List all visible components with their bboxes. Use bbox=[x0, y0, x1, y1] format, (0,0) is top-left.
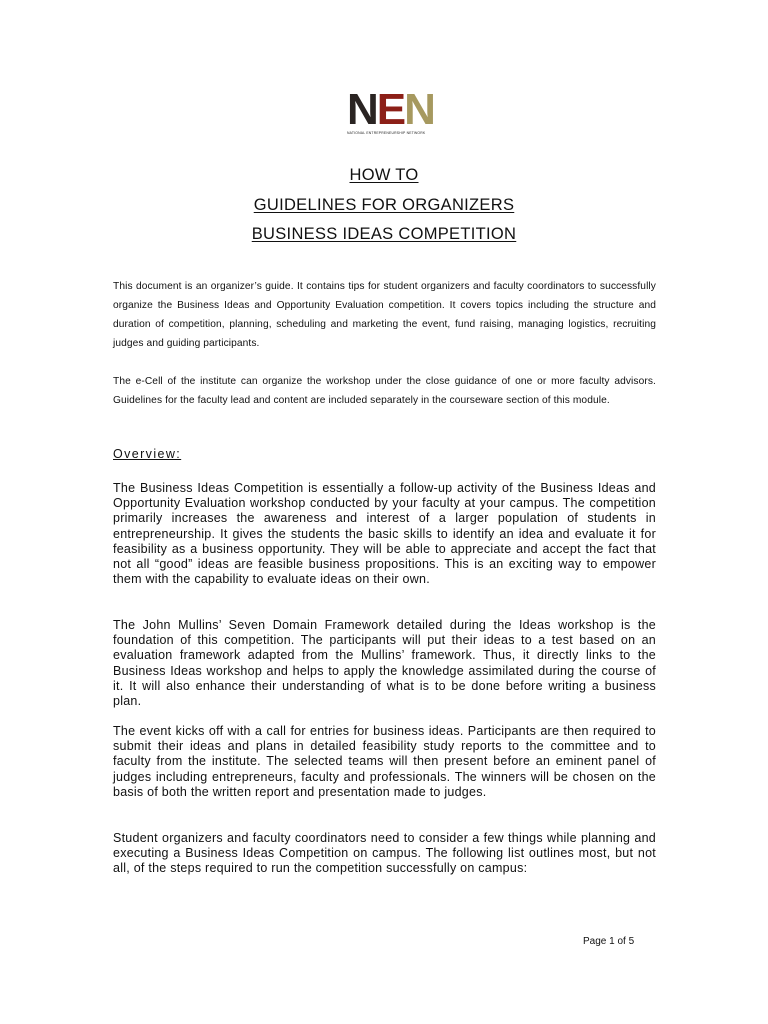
intro-paragraph-2: The e-Cell of the institute can organize the workshop under the close guidance of one or more faculty advisors. Guidelines for the faculty lead and content are included separately in the courseware section of this module. bbox=[113, 376, 656, 406]
intro-paragraph-1: This document is an organizer’s guide. It contains tips for student organizers and faculty coordinators to successfully organize the Business Ideas and Opportunity Evaluation competition. It covers topics including the structure and duration of competition, planning, scheduling and marketing the event, fund raising, managing logistics, recruiting judges and guiding participants. bbox=[113, 281, 656, 349]
title-how-to: HOW TO bbox=[349, 166, 419, 184]
title-guidelines: GUIDELINES FOR ORGANIZERS bbox=[253, 196, 515, 214]
logo-letter-n2: N bbox=[404, 85, 434, 134]
body-paragraph-1: The Business Ideas Competition is essentially a follow-up activity of the Business Ideas and Opportunity Evaluation workshop conducted by your faculty at your campus. The competition primarily increases the awareness and interest of a larger population of students in entrepreneurship. It gives the students the basic skills to identify an idea and evaluate it for feasibility as a business opportunity. They will be able to appreciate and accept the fact that not all “good” ideas are feasible business propositions. This is an exciting way to empower them with the capability to evaluate ideas on their own. bbox=[113, 481, 656, 587]
logo-subtitle: NATIONAL ENTREPRENEURSHIP NETWORK bbox=[347, 131, 426, 135]
logo-letter-e: E bbox=[376, 85, 405, 134]
page-number: Page 1 of 5 bbox=[583, 936, 635, 947]
body-paragraph-3: The event kicks off with a call for entries for business ideas. Participants are then required to submit their ideas and plans in detailed feasibility study reports to the committee and to faculty from the institute. The selected teams will then present before an eminent panel of judges including entrepreneurs, faculty and professionals. The winners will be chosen on the basis of both the written report and presentation made to judges. bbox=[113, 724, 656, 799]
body-paragraph-2: The John Mullins’ Seven Domain Framework detailed during the Ideas workshop is the foundation of this competition. The participants will put their ideas to a test based on an evaluation framework adapted from the Mullins’ framework. Thus, it directly links to the Business Ideas workshop and helps to apply the knowledge assimilated during the course of it. It will also enhance their understanding of what is to be done before writing a business plan. bbox=[113, 618, 656, 709]
nen-logo bbox=[347, 85, 465, 138]
overview-heading: Overview: bbox=[113, 447, 182, 461]
logo-letter-n1: N bbox=[347, 85, 377, 134]
body-paragraph-4: Student organizers and faculty coordinators need to consider a few things while planning and executing a Business Ideas Competition on campus. The following list outlines most, but not all, of the steps required to run the competition successfully on campus: bbox=[113, 831, 656, 876]
title-competition: BUSINESS IDEAS COMPETITION bbox=[251, 225, 517, 243]
